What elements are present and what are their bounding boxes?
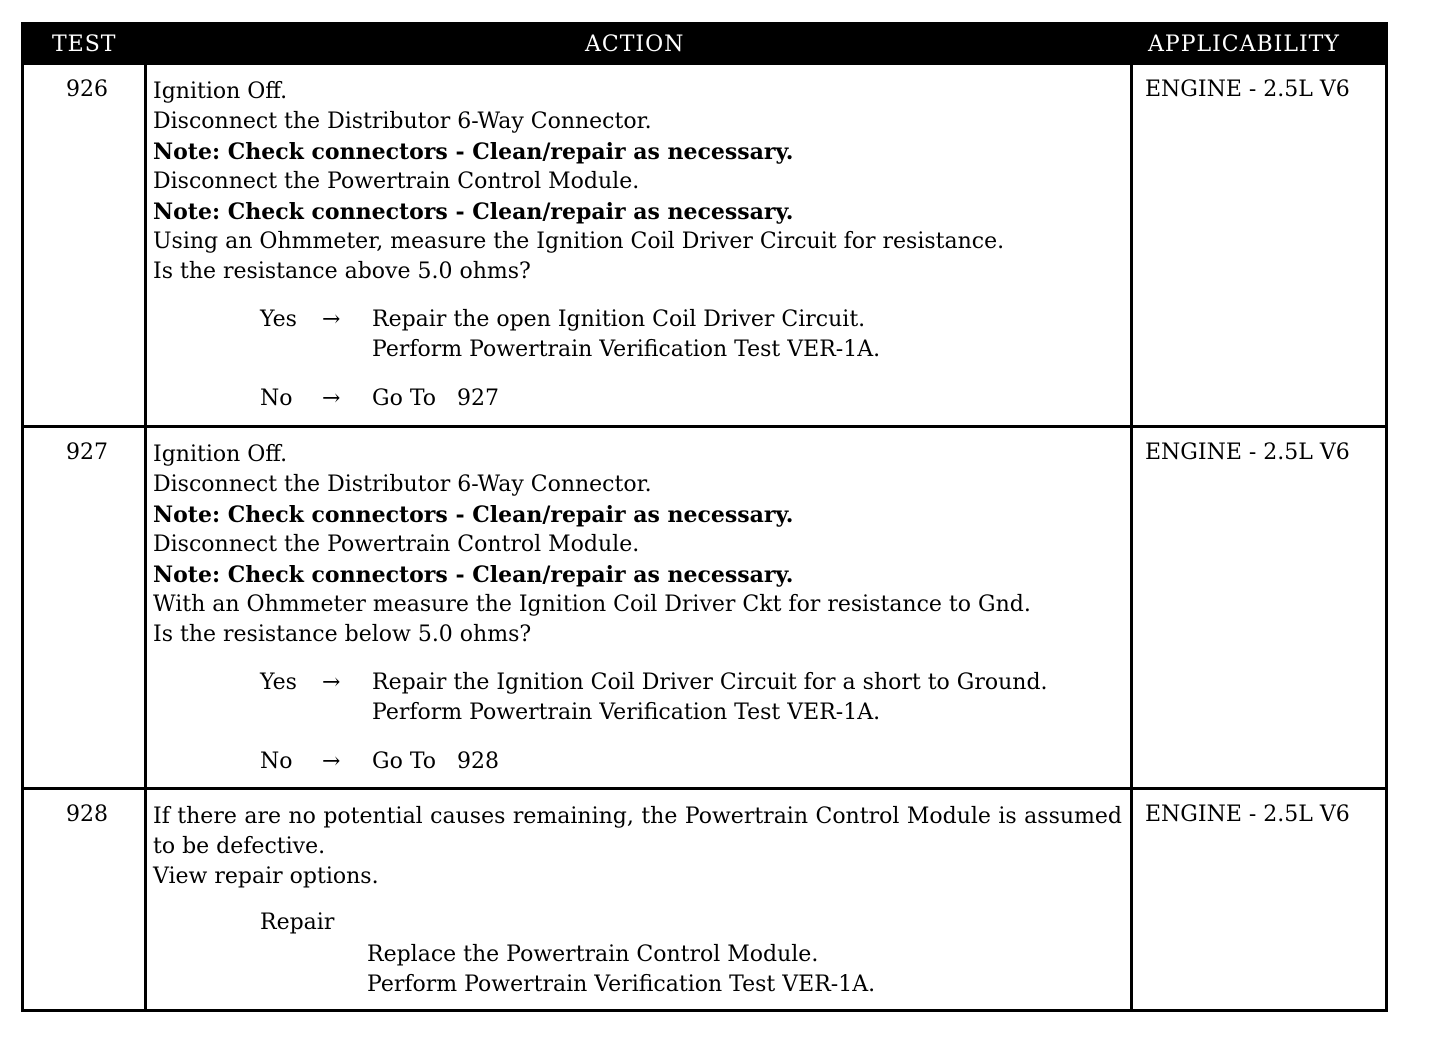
yes-label: Yes — [260, 307, 297, 332]
step-text: With an Ohmmeter measure the Ignition Coil Driver Ckt for resistance to Gnd. — [153, 592, 1031, 617]
repair-label: Repair — [260, 910, 335, 935]
arrow-icon: → — [322, 670, 341, 695]
step-text: Using an Ohmmeter, measure the Ignition Coil Driver Circuit for resistance. — [153, 229, 1005, 254]
step-text: Disconnect the Powertrain Control Module. — [153, 169, 640, 194]
applicability: ENGINE - 2.5L V6 — [1145, 77, 1350, 102]
note-text: Note: Check connectors - Clean/repair as necessary. — [153, 199, 794, 225]
action-steps — [153, 440, 1122, 650]
step-text: If there are no potential causes remaining, the Powertrain Control Module is assumed to be defective. — [153, 804, 1122, 859]
arrow-icon: → — [322, 307, 341, 332]
action-steps — [153, 802, 1122, 892]
note-text: Note: Check connectors - Clean/repair as necessary. — [153, 139, 794, 165]
repair-step: Perform Powertrain Verification Test VER-1A. — [367, 972, 876, 997]
no-result: Go To 928 — [372, 749, 499, 774]
test-number: 927 — [66, 440, 108, 465]
yes-result: Perform Powertrain Verification Test VER-1A. — [372, 700, 881, 725]
yes-result: Repair the open Ignition Coil Driver Circuit. — [372, 307, 866, 332]
step-text: Ignition Off. — [153, 79, 288, 104]
no-label: No — [260, 386, 293, 411]
no-label: No — [260, 749, 293, 774]
header-test: TEST — [52, 32, 117, 57]
step-text: Ignition Off. — [153, 442, 288, 467]
table-row — [24, 65, 1385, 425]
header-action: ACTION — [585, 32, 685, 57]
test-number: 926 — [66, 77, 108, 102]
no-result: Go To 927 — [372, 386, 499, 411]
table-header — [24, 25, 1385, 65]
action-steps — [153, 77, 1122, 287]
step-text: View repair options. — [153, 864, 379, 889]
question-text: Is the resistance below 5.0 ohms? — [153, 622, 532, 647]
yes-label: Yes — [260, 670, 297, 695]
note-text: Note: Check connectors - Clean/repair as necessary. — [153, 562, 794, 588]
note-text: Note: Check connectors - Clean/repair as necessary. — [153, 502, 794, 528]
step-text: Disconnect the Powertrain Control Module. — [153, 532, 640, 557]
table-row — [24, 790, 1385, 1009]
repair-branch — [260, 908, 1120, 1000]
step-text: Disconnect the Distributor 6-Way Connector. — [153, 109, 652, 134]
test-number: 928 — [66, 802, 108, 827]
no-branch — [260, 747, 1120, 777]
question-text: Is the resistance above 5.0 ohms? — [153, 259, 531, 284]
arrow-icon: → — [322, 749, 341, 774]
yes-branch — [260, 668, 1120, 728]
arrow-icon: → — [322, 386, 341, 411]
applicability: ENGINE - 2.5L V6 — [1145, 440, 1350, 465]
no-branch — [260, 384, 1120, 414]
yes-branch — [260, 305, 1120, 365]
applicability: ENGINE - 2.5L V6 — [1145, 802, 1350, 827]
repair-step: Replace the Powertrain Control Module. — [367, 942, 819, 967]
yes-result: Perform Powertrain Verification Test VER-1A. — [372, 337, 881, 362]
table-row — [24, 428, 1385, 787]
step-text: Disconnect the Distributor 6-Way Connector. — [153, 472, 652, 497]
diagnostic-table — [21, 22, 1388, 1012]
yes-result: Repair the Ignition Coil Driver Circuit for a short to Ground. — [372, 670, 1048, 695]
header-applicability: APPLICABILITY — [1148, 32, 1340, 57]
